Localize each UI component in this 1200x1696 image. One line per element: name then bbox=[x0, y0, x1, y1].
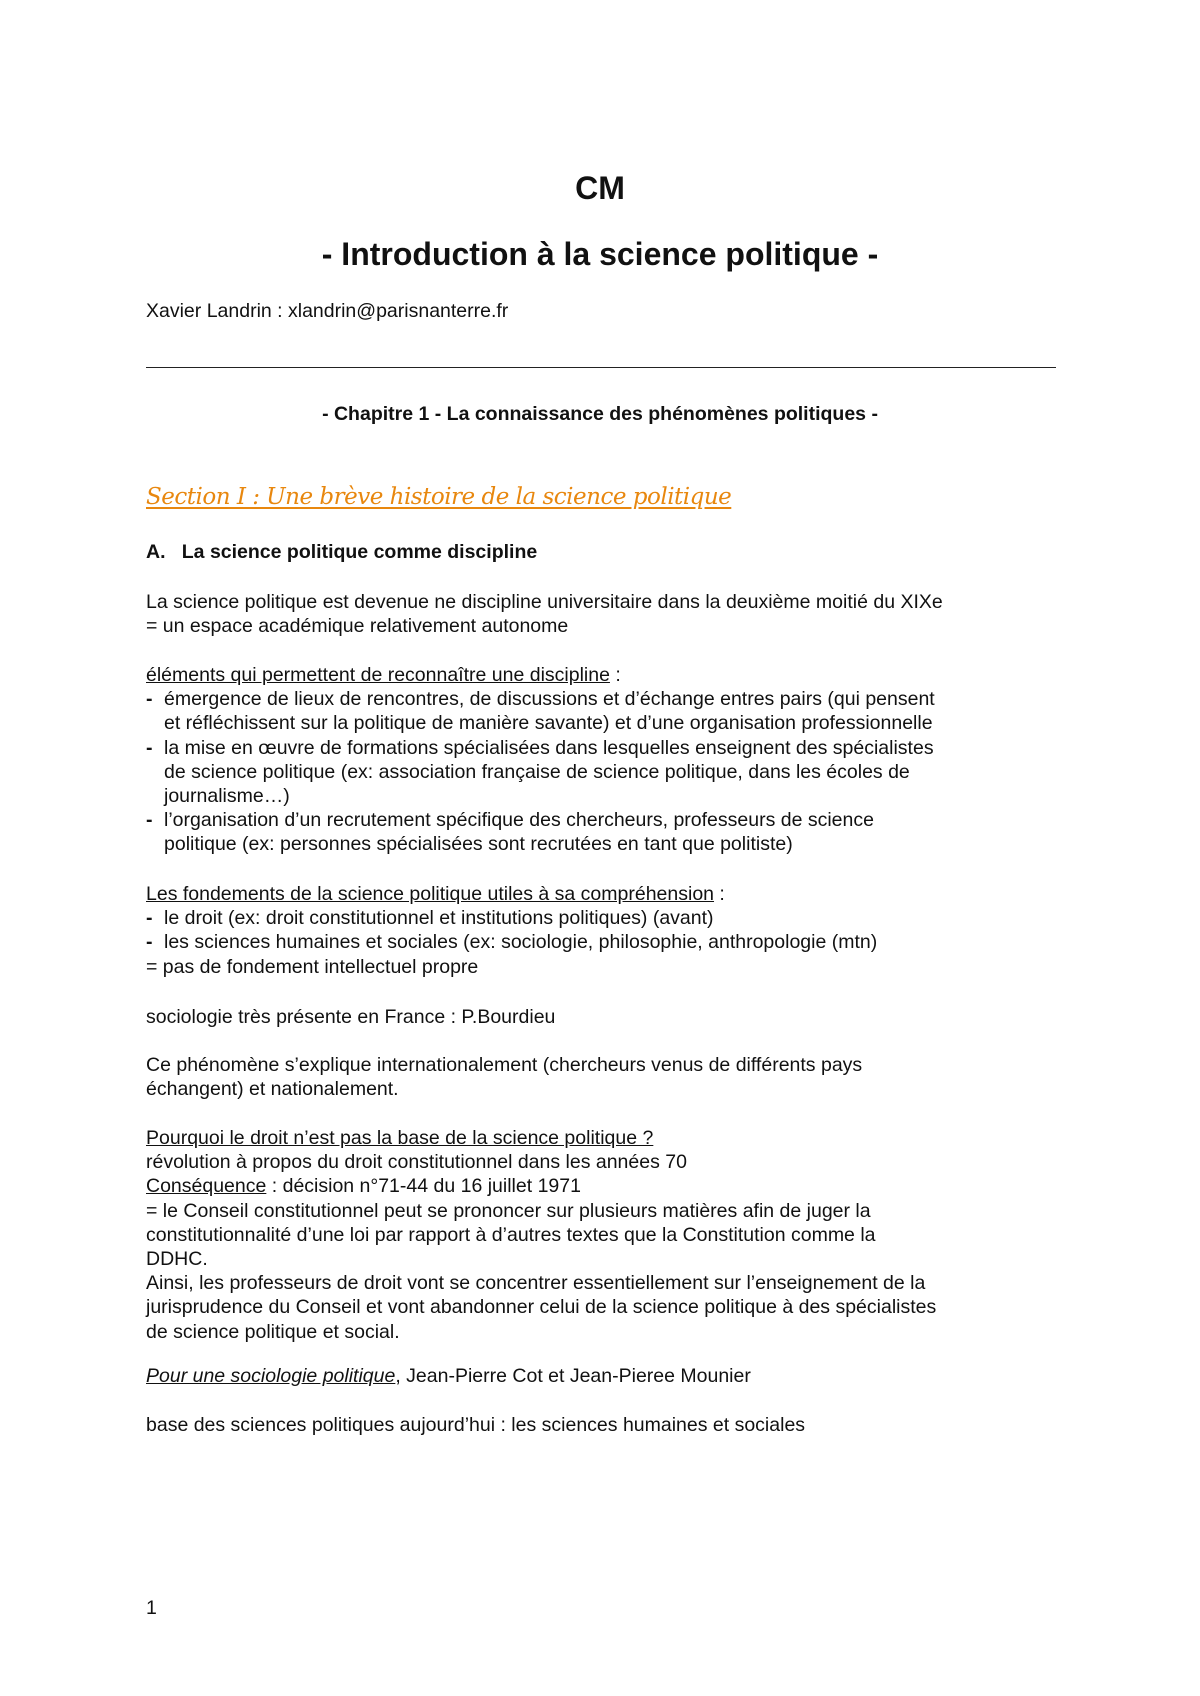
dash-bullet: - bbox=[146, 907, 153, 930]
consequence-label: Conséquence bbox=[146, 1175, 267, 1198]
explanation-line: = le Conseil constitutionnel peut se prononcer sur plusieurs matières afin de juger la bbox=[146, 1199, 871, 1222]
dash-bullet: - bbox=[146, 736, 153, 759]
explanation-line: DDHC. bbox=[146, 1248, 208, 1271]
sociologie-paragraph bbox=[146, 1005, 1076, 1029]
list-item-line: émergence de lieux de rencontres, de discussions et d’échange entres pairs (qui pensent bbox=[164, 688, 935, 711]
list-item-line: la mise en œuvre de formations spécialisées dans lesquelles enseignent des spécialistes bbox=[164, 736, 934, 759]
reference-paragraph bbox=[146, 1364, 1076, 1388]
page-number: 1 bbox=[146, 1597, 157, 1619]
ainsi-line: de science politique et social. bbox=[146, 1320, 400, 1343]
intro-line: = un espace académique relativement autonome bbox=[146, 615, 569, 638]
horizontal-divider bbox=[146, 367, 1056, 368]
droit-question: Pourquoi le droit n’est pas la base de la science politique ? bbox=[146, 1127, 654, 1149]
list-item-line: et réfléchissent sur la politique de manière savante) et d’une organisation professionnelle bbox=[164, 712, 933, 735]
list-item-line: l’organisation d’un recrutement spécifique des chercheurs, professeurs de science bbox=[164, 809, 874, 832]
chapter-heading: - Chapitre 1 - La connaissance des phénomènes politiques - bbox=[322, 403, 878, 425]
elements-heading bbox=[146, 663, 1076, 687]
book-title: Pour une sociologie politique bbox=[146, 1365, 396, 1387]
list-item-line: le droit (ex: droit constitutionnel et institutions politiques) (avant) bbox=[164, 907, 714, 930]
fondements-block bbox=[146, 882, 1076, 979]
dash-bullet: - bbox=[146, 688, 153, 711]
phenomene-paragraph bbox=[146, 1053, 1076, 1101]
list-item-line: de science politique (ex: association française de science politique, dans les écoles de bbox=[164, 760, 910, 783]
explanation-line: constitutionnalité d’une loi par rapport à d’autres textes que la Constitution comme la bbox=[146, 1223, 876, 1246]
subsection-letter: A. bbox=[146, 541, 166, 563]
list-item bbox=[146, 736, 1076, 809]
list-item-line: les sciences humaines et sociales (ex: sociologie, philosophie, anthropologie (mtn) bbox=[164, 931, 878, 954]
book-authors: , Jean-Pierre Cot et Jean-Pieree Mounier bbox=[395, 1365, 751, 1387]
base-line: base des sciences politiques aujourd’hui : les sciences humaines et sociales bbox=[146, 1414, 806, 1436]
subsection-heading bbox=[146, 540, 537, 564]
elements-block bbox=[146, 663, 1076, 857]
heading-suffix: : bbox=[714, 883, 725, 905]
consequence-text: : décision n°71-44 du 16 juillet 1971 bbox=[266, 1175, 581, 1198]
list-item bbox=[146, 687, 1076, 735]
fondements-heading bbox=[146, 882, 1076, 906]
elements-heading-text: éléments qui permettent de reconnaître une discipline bbox=[146, 664, 610, 686]
ainsi-line: Ainsi, les professeurs de droit vont se concentrer essentiellement sur l’enseignement de la bbox=[146, 1272, 926, 1295]
intro-line: La science politique est devenue ne discipline universitaire dans la deuxième moitié du XIXe bbox=[146, 591, 943, 613]
section-heading: Section I : Une brève histoire de la science politique bbox=[146, 484, 732, 510]
fondements-conclusion: = pas de fondement intellectuel propre bbox=[146, 955, 479, 978]
subsection-title: La science politique comme discipline bbox=[181, 541, 538, 563]
doc-title: CM bbox=[575, 170, 625, 206]
sociologie-line: sociologie très présente en France : P.Bourdieu bbox=[146, 1006, 556, 1028]
list-item-line: politique (ex: personnes spécialisées sont recrutées en tant que politiste) bbox=[164, 833, 793, 856]
droit-consequence bbox=[146, 1174, 1076, 1198]
list-item bbox=[146, 930, 1076, 954]
phenomene-line: Ce phénomène s’explique internationalement (chercheurs venus de différents pays bbox=[146, 1054, 863, 1076]
phenomene-line: échangent) et nationalement. bbox=[146, 1078, 399, 1101]
droit-revolution: révolution à propos du droit constitutionnel dans les années 70 bbox=[146, 1151, 687, 1174]
ainsi-line: jurisprudence du Conseil et vont abandonner celui de la science politique à des spécialistes bbox=[146, 1296, 937, 1319]
list-item-line: journalisme…) bbox=[164, 785, 290, 808]
reference-line bbox=[146, 1364, 1076, 1388]
list-item bbox=[146, 906, 1076, 930]
list-item bbox=[146, 808, 1076, 856]
doc-subtitle: - Introduction à la science politique - bbox=[321, 236, 879, 272]
base-paragraph bbox=[146, 1413, 1076, 1437]
dash-bullet: - bbox=[146, 931, 153, 954]
dash-bullet: - bbox=[146, 809, 153, 832]
fondements-heading-text: Les fondements de la science politique utiles à sa compréhension bbox=[146, 883, 715, 905]
author-line: Xavier Landrin : xlandrin@parisnanterre.fr bbox=[146, 300, 509, 322]
droit-block bbox=[146, 1126, 1076, 1344]
intro-paragraph bbox=[146, 590, 1076, 638]
heading-suffix: : bbox=[609, 664, 621, 686]
